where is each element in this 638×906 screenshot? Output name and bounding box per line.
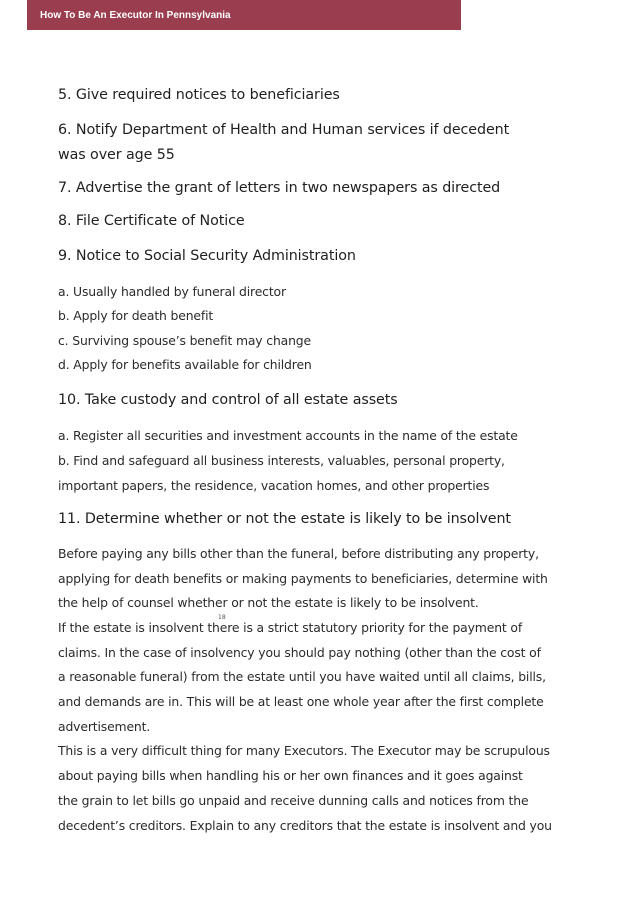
step-10-item-a: a. Register all securities and investment accounts in the name of the estate [58,428,518,443]
body-text-line: about paying bills when handling his or her own finances and it goes against [58,768,523,783]
body-text-line: This is a very difficult thing for many Executors. The Executor may be scrupulous [58,743,550,758]
step-8-heading: 8. File Certificate of Notice [58,213,245,229]
step-9-item-c: c. Surviving spouse’s benefit may change [58,333,311,348]
page-number: 18 [218,614,226,621]
step-5-heading: 5. Give required notices to beneficiaries [58,87,340,103]
body-text-line: and demands are in. This will be at least one whole year after the first complete [58,694,544,709]
step-6-heading-cont: was over age 55 [58,147,175,163]
step-10-heading: 10. Take custody and control of all estate assets [58,392,398,408]
step-10-item-b: b. Find and safeguard all business interests, valuables, personal property, [58,453,505,468]
body-text-line: the grain to let bills go unpaid and receive dunning calls and notices from the [58,793,529,808]
step-9-heading: 9. Notice to Social Security Administration [58,248,356,264]
header-bar [27,0,461,30]
body-text-line: applying for death benefits or making payments to beneficiaries, determine with [58,571,548,586]
body-text-line: claims. In the case of insolvency you should pay nothing (other than the cost of [58,645,541,660]
step-11-heading: 11. Determine whether or not the estate is likely to be insolvent [58,511,511,527]
step-9-item-b: b. Apply for death benefit [58,308,214,323]
body-text-line: a reasonable funeral) from the estate until you have waited until all claims, bills, [58,669,546,684]
body-text-line: Before paying any bills other than the funeral, before distributing any property, [58,546,539,561]
step-6-heading: 6. Notify Department of Health and Human services if decedent [58,122,510,138]
body-text-line: the help of counsel whether or not the estate is likely to be insolvent. [58,595,479,610]
step-7-heading: 7. Advertise the grant of letters in two newspapers as directed [58,180,501,196]
body-text-line: decedent’s creditors. Explain to any creditors that the estate is insolvent and you [58,818,552,833]
body-text-line: advertisement. [58,719,151,734]
body-text-line: If the estate is insolvent there is a strict statutory priority for the payment of [58,620,523,635]
document-title: How To Be An Executor In Pennsylvania [40,10,231,21]
step-10-item-b-cont: important papers, the residence, vacation homes, and other properties [58,478,490,493]
step-9-item-a: a. Usually handled by funeral director [58,284,286,299]
step-9-item-d: d. Apply for benefits available for children [58,357,312,372]
